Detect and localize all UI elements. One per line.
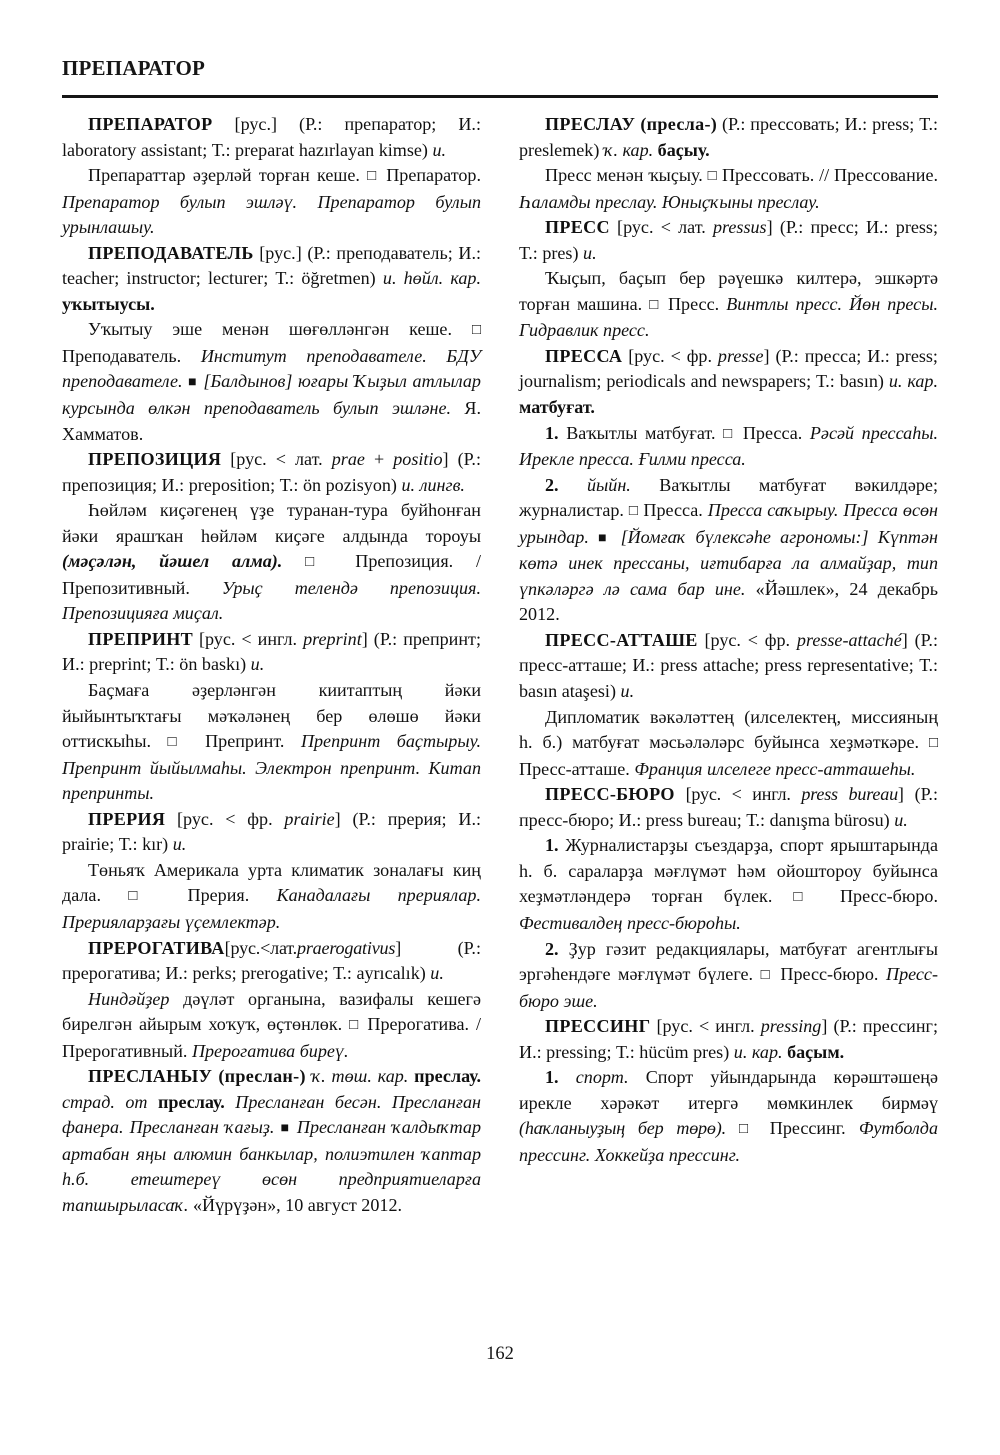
examples: Рәсәй прессаһы. Ирекле пресса. Ғилми пресса. (519, 422, 939, 470)
russian-equivalent: преслау. (157, 1091, 225, 1112)
etymology: [рус.] (259, 242, 302, 263)
entry-prerogativa-definition (62, 987, 481, 1065)
gloss-line: (Р.: прерогатива; И.: perks; prerogative; Т.: ayrıcalık) (62, 937, 481, 984)
headword: ПРЕПОЗИЦИЯ (88, 449, 222, 470)
examples: Урыҫ телендә препозиция. Препозицияға миҫал. (62, 577, 481, 624)
sense-number: 2. (545, 938, 559, 959)
square-open-icon (739, 1118, 757, 1138)
russian-equivalent: Пресса. (643, 500, 703, 521)
examples: Препаратор булып эшләү. Препаратор булып урынлашыу. (62, 191, 481, 238)
entry-prerogativa (62, 936, 481, 987)
sense-number: 1. (545, 1067, 559, 1088)
square-open-icon (168, 731, 189, 751)
square-open-icon (349, 1014, 360, 1034)
entry-prepodavatel (62, 241, 481, 318)
entry-preparator-definition (62, 163, 481, 241)
citation-source: «Йүрүҙән», 10 август 2012. (192, 1194, 403, 1215)
russian-note: страд. от (62, 1091, 148, 1112)
sense-number: 2. (545, 474, 559, 495)
square-filled-icon (188, 371, 198, 391)
gloss-line: (Р.: препозиция; И.: preposition; Т.: ön pozisyon) (62, 449, 481, 495)
etymology: [рус. < лат. prae + positio] (230, 449, 449, 470)
two-column-body (62, 112, 938, 1322)
sense-number: 1. (545, 422, 559, 443)
definition-text: Баҫмаға әҙерләнгән киитаптың йәки йыйынтыҡтағы мәҡәләнең бер өлөшө йәки оттискыһы. (62, 680, 481, 752)
definition-text: Ваҡытлы матбуғат вәкилдәре; журналистар. (519, 474, 938, 521)
header-rule (62, 95, 938, 98)
gloss-line: (Р.: пресс-атташе; И.: press attache; press representative; Т.: basın ataşesi) (519, 629, 938, 702)
gloss-line: (Р.: пресса; И.: press; journalism; periodicals and newspapers; Т.: basın) (519, 345, 938, 392)
gloss-line: (Р.: пресс-бюро; И.: press bureau; Т.: danışma bürosu) (519, 784, 938, 830)
etymology: [рус. < лат. pressus] (617, 217, 773, 238)
examples: Пресса саҡырыу. Пресса өсөн урындар. (519, 500, 938, 547)
sense-number: 1. (545, 835, 559, 856)
headword: ПРЕПАРАТОР (88, 114, 213, 134)
cross-reference: уҡытыусы. (62, 293, 155, 314)
entry-prepozitsiya (62, 447, 481, 498)
etymology: [рус. < фр. presse-attaché] (704, 629, 908, 650)
etymology: [рус. < ингл. preprint] (198, 628, 368, 649)
definition-example: (мәҫәлән, йәшел алма). (62, 551, 283, 572)
entry-preslanyu (62, 1064, 481, 1218)
definition-lead-italic: Ниндәйҙер (88, 988, 170, 1009)
entry-pressa-sense-1 (519, 421, 938, 473)
examples: Институт преподавателе. БДУ преподавателе. (62, 345, 481, 392)
definition-text: Һөйләм киҫәгенең үҙе туранан-тура буйһонған йәки ярашҡан һөйләм киҫәге алдында тороуы (62, 500, 481, 546)
definition-text: Журналистарҙы съездарҙа, спорт ярыштарында һ. б. сараларҙа мәғлүмәт һәм ойоштороу буйынса хеҙмәтләндерә торған бүлек. (519, 835, 939, 907)
citation: Пресланған ҡалдыҡтар артабан яңы алюмин банкылар, полиэтилен ҡаптар һ.б. етештереү өсөн предприятиеларға тапшырыласаҡ. (62, 1117, 481, 1215)
sense-label: йыйн. (586, 474, 631, 495)
running-head: ПРЕПАРАТОР (62, 56, 206, 80)
russian-equivalent: Препринт. (205, 731, 285, 752)
etymology: [рус. < ингл. pressing] (656, 1016, 828, 1037)
gloss-line: (Р.: препаратор; И.: laboratory assistant; Т.: preparat hazırlayan kimse) (62, 114, 481, 160)
gloss-line: (Р.: прессинг; И.: pressing; Т.: hücüm pres) (519, 1016, 938, 1062)
entry-preprint-definition (62, 678, 481, 807)
entry-press-attashe (519, 628, 938, 705)
examples: Винтлы пресс. Йөн пресы. Гидравлик пресс. (519, 293, 938, 341)
definition-text: Препараттар әҙерләй торған кеше. (88, 165, 360, 186)
headword: ПРЕССИНГ (545, 1016, 651, 1037)
russian-equivalent: Прессовать. // Прессование. (721, 165, 939, 186)
examples: Футболда прессинг. Хоккейҙа прессинг. (519, 1118, 939, 1165)
citation: [Балдынов] юғары Ҡыҙыл атлылар курсында өлкән преподаватель булып эшләне. (62, 371, 481, 419)
headword: ПРЕРОГАТИВА (88, 937, 225, 958)
square-open-icon (929, 732, 938, 752)
part-of-speech: и. лингв. (401, 474, 465, 495)
etymology: [рус.] (234, 114, 278, 134)
citation: [Йомғаҡ бүлексәһе агрономы:] Күптән көтә инек прессаны, иғтибарға ла алмайҙар, тип үпкәләргә лә сама бар ине. (519, 526, 938, 599)
square-open-icon (367, 165, 379, 185)
definition-text: Ваҡытлы матбуғат. (566, 422, 716, 443)
entry-preslau (519, 112, 938, 163)
citation-source: «Йәшлек», 24 декабрь 2012. (519, 578, 938, 625)
part-of-speech: и. кар. (733, 1041, 783, 1062)
examples: Франция илселеге пресс-атташеһы. (634, 758, 916, 779)
entry-pressa-sense-2 (519, 473, 938, 628)
russian-equivalent: Препаратор. (386, 165, 481, 186)
cross-reference: баҫыу. (657, 139, 710, 160)
part-of-speech: и. кар. (888, 371, 938, 392)
gloss-line: (Р.: пресс; И.: press; Т.: pres) (519, 217, 938, 263)
etymology: [рус. < фр. presse] (628, 345, 770, 366)
russian-equivalent: Препозиция. / Препозитивный. (62, 551, 481, 598)
square-filled-icon (598, 527, 611, 547)
left-column (62, 112, 481, 1322)
definition-text: Ҡыҫып, баҫып бер рәүешкә килтерә, эшкәртә торған машина. (519, 268, 938, 314)
part-of-speech: и. һөйл. кар. (382, 268, 481, 289)
russian-equivalent: Прерия. (187, 885, 250, 906)
part-of-speech: и. (432, 139, 447, 160)
part-of-speech: и. (430, 963, 444, 984)
etymology: [рус. < ингл. press bureau] (685, 784, 904, 805)
definition-text: Төньяҡ Америкала урта климатик зоналағы киң дала. (62, 859, 481, 906)
square-open-icon (708, 165, 717, 185)
etymology: [рус.<лат.praerogativus] (224, 937, 402, 958)
part-of-speech: и. (894, 809, 908, 830)
entry-pressing (519, 1014, 938, 1065)
examples: Прерогатива биреү. (191, 1040, 349, 1061)
square-filled-icon (281, 1117, 291, 1137)
entry-preparator (62, 112, 481, 163)
right-column (519, 112, 938, 1322)
russian-equivalent: Пресс-бюро. (839, 886, 938, 907)
definition-example: (һаҡланыуҙың бер төрө). (519, 1118, 726, 1139)
part-of-speech: и. (172, 834, 187, 855)
examples: Фестивалдең пресс-бюроһы. (519, 912, 741, 933)
entry-pressa (519, 344, 938, 421)
russian-equivalent: Пресс-бюро. (780, 964, 879, 985)
part-of-speech: и. (620, 681, 635, 702)
entry-press-byuro-sense-1 (519, 833, 938, 936)
headword: ПРЕСЛАНЫУ (преслан-) (88, 1066, 306, 1087)
square-open-icon (649, 294, 661, 314)
definition-text: Спорт уйындарында көрәштәшеңә ирекле хәрәкәт итергә мөмкинлек бирмәү (519, 1067, 938, 1113)
square-open-icon (723, 423, 735, 443)
definition-text: Пресс менән ҡыҫыу. (545, 165, 703, 186)
russian-equivalent: Преподаватель. (62, 345, 182, 366)
gloss-line: (Р.: прессовать; И.: press; Т.: preslemek) (519, 114, 939, 160)
square-open-icon (761, 964, 773, 984)
etymology: [рус. < фр. prairie] (177, 808, 341, 829)
part-of-speech: и. (583, 242, 597, 263)
page-number: 162 (486, 1344, 514, 1364)
entry-press-byuro-sense-2 (519, 937, 938, 1015)
entry-preslau-definition (519, 163, 938, 215)
entry-prepodavatel-definition (62, 317, 481, 447)
gloss-line: (Р.: препринт; И.: preprint; Т.: ön baskı) (62, 628, 481, 675)
entry-pressing-sense-1 (519, 1065, 938, 1168)
part-of-speech: ҡ. төш. кар. (311, 1066, 409, 1087)
cross-reference: баҫым. (787, 1041, 845, 1062)
headword: ПРЕСС (545, 217, 610, 238)
examples: Канадалағы прериялар. Прерияларҙағы үҫемлектәр. (62, 885, 481, 932)
entry-press-definition (519, 266, 938, 344)
definition-text: Дипломатик вәкәләттең (илселектең, миссияның һ. б.) матбуғат мәсьәләләрc буйынса хеҙмәткәре. (519, 706, 938, 753)
cross-reference: матбуғат. (519, 397, 595, 418)
square-open-icon (793, 886, 819, 906)
entry-preriya (62, 807, 481, 858)
definition-text: Уҡытыу эше менән шөғөлләнгән кеше. (88, 319, 452, 340)
headword: ПРЕРИЯ (88, 808, 166, 829)
cross-reference: преслау. (414, 1066, 481, 1087)
headword: ПРЕСС-БЮРО (545, 784, 675, 805)
russian-equivalent: Пресс. (667, 293, 720, 314)
definition-text: дәүләт органына, вазифалы кешегә бирелгән айырым хоҡуҡ, өҫтөнлөк. (62, 988, 481, 1035)
part-of-speech: ҡ. кар. (603, 139, 654, 160)
examples: Пресс-бюро эше. (519, 964, 938, 1011)
examples: Һаламды преслау. Юныҫҡыны преслау. (519, 191, 820, 212)
square-open-icon (472, 319, 481, 339)
entry-prepozitsiya-definition (62, 498, 481, 627)
gloss-line: (Р.: прерия; И.: prairie; Т.: kır) (62, 808, 481, 855)
headword: ПРЕСЛАУ (пресла-) (545, 114, 718, 134)
square-open-icon (629, 500, 639, 520)
headword: ПРЕСС-АТТАШЕ (545, 629, 698, 650)
definition-text: Ҙур гәзит редакциялары, матбуғат агентлығы эргәһендәге мәғлүмәт бүлеге. (519, 938, 939, 985)
russian-equivalent: Пресса. (742, 422, 803, 443)
headword: ПРЕПРИНТ (88, 628, 193, 649)
sense-label: спорт. (575, 1067, 629, 1088)
russian-equivalent: Прессинг. (769, 1118, 846, 1139)
russian-equivalent: Пресс-атташе. (519, 758, 630, 779)
russian-equivalent: Прерогатива. / Прерогативный. (62, 1014, 481, 1061)
entry-press (519, 215, 938, 266)
examples: Препринт баҫтырыу. Препринт йыйылмаһы. Электрон препринт. Китап препринты. (62, 731, 481, 804)
entry-press-byuro (519, 782, 938, 833)
headword: ПРЕССА (545, 345, 623, 366)
entry-press-attashe-definition (519, 705, 938, 783)
entry-preriya-definition (62, 858, 481, 936)
gloss-line: (Р.: преподаватель; И.: teacher; instructor; lecturer; Т.: öğretmen) (62, 242, 481, 289)
square-open-icon (128, 885, 160, 905)
entry-preprint (62, 627, 481, 678)
part-of-speech: и. (250, 654, 265, 675)
citation-source: Я. Хамматов. (62, 398, 481, 444)
examples: Пресланған бесән. Пресланған фанера. Пресланған ҡағыҙ. (62, 1091, 481, 1138)
square-open-icon (305, 551, 332, 571)
headword: ПРЕПОДАВАТЕЛЬ (88, 242, 254, 263)
